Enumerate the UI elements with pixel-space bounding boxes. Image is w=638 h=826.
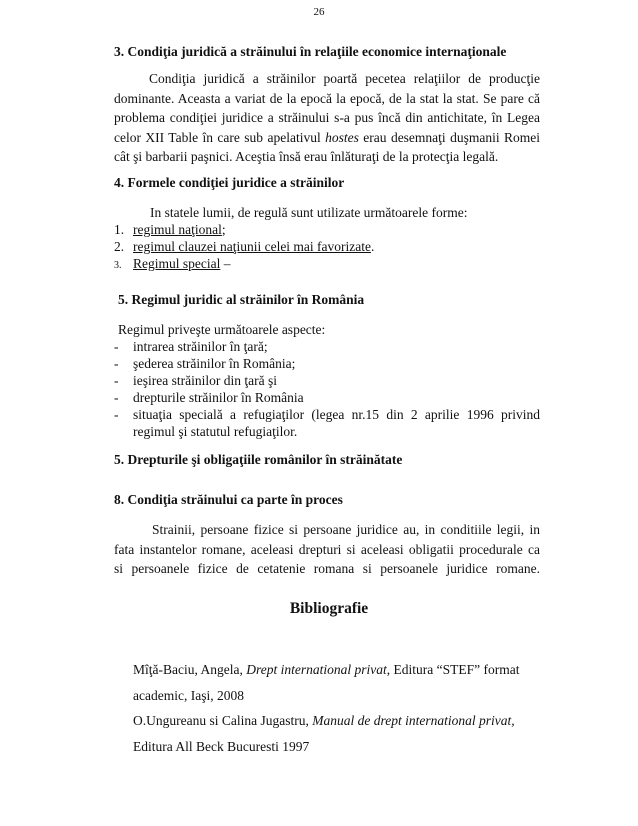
book-title: Drept international privat (246, 662, 387, 677)
list-item: - situaţia specială a refugiaţilor (legea nr.15 din 2 aprilie 1996 privind (114, 407, 540, 422)
paragraph-line: si persoanele fizice de cetatenie romana si persoanele juridice romane. (114, 561, 540, 576)
hostes-term: hostes (325, 129, 359, 145)
list-item: 3. Regimul special – (114, 256, 231, 271)
bibliography-entry-continuation: academic, Iaşi, 2008 (133, 688, 244, 703)
list-item: - intrarea străinilor în ţară; (114, 339, 268, 354)
list-item: - drepturile străinilor în România (114, 390, 304, 405)
book-title: Manual de drept international privat, (312, 713, 515, 728)
paragraph-line: problema condiţiei juridice a străinului s-a pus încă din antichitate, în Legea (114, 110, 540, 125)
section-3-paragraph (114, 69, 540, 167)
list-item: 2. regimul clauzei naţiunii celei mai favorizate. (114, 239, 375, 254)
section-4-heading: 4. Formele condiţiei juridice a străinilor (114, 175, 345, 190)
section-5-heading: 5. Regimul juridic al străinilor în România (118, 292, 365, 307)
section-5-intro: Regimul priveşte următoarele aspecte: (118, 322, 326, 337)
paragraph-line: cât şi barbarii paşnici. Aceştia însă erau înlăturaţi de la protecţia legală. (114, 149, 499, 164)
paragraph-line: dominante. Aceasta a variat de la epocă la epocă, de la stat la stat. Se pare că (114, 90, 540, 106)
list-item: - şederea străinilor în România; (114, 356, 296, 371)
page-number: 26 (313, 6, 325, 18)
paragraph-line: Condiţia juridică a străinilor poartă pecetea relaţiilor de producţie (149, 71, 540, 86)
list-item-continuation: regimul şi statutul refugiaţilor. (133, 424, 298, 439)
section-3-heading: 3. Condiţia juridică a străinului în relaţiile economice internaţionale (114, 44, 507, 59)
list-item: - ieşirea străinilor din ţară şi (114, 373, 277, 388)
paragraph-line: Strainii, persoane fizice si persoane juridice au, in conditiile legii, in (152, 522, 540, 537)
section-5b-heading: 5. Drepturile şi obligaţiile românilor în străinătate (114, 452, 403, 467)
regime-mfn-link: regimul clauzei naţiunii celei mai favorizate (133, 239, 372, 254)
paragraph-line: celor XII Table în care sub apelativul hostes erau desemnaţi duşmanii Romei (114, 129, 540, 145)
paragraph-line: fata instantelor romane, aceleasi drepturi si aceleasi obligatii procedurale ca (114, 541, 540, 557)
bibliography-entry: Mîţă-Baciu, Angela, Drept international privat, Editura “STEF” format (133, 662, 520, 677)
list-item: 1. regimul naţional; (114, 222, 226, 237)
regime-special-link: Regimul special (133, 256, 221, 271)
section-8-heading: 8. Condiţia străinului ca parte în proces (114, 492, 343, 507)
bibliography-entry: O.Ungureanu si Calina Jugastru, Manual de drept international privat, (133, 713, 515, 728)
bibliography-entry-continuation: Editura All Beck Bucuresti 1997 (133, 739, 310, 754)
bibliography-title: Bibliografie (289, 600, 369, 617)
regime-national-link: regimul naţional (133, 222, 222, 237)
section-4-intro: In statele lumii, de regulă sunt utilizate următoarele forme: (150, 205, 468, 220)
section-8-paragraph (114, 520, 540, 579)
